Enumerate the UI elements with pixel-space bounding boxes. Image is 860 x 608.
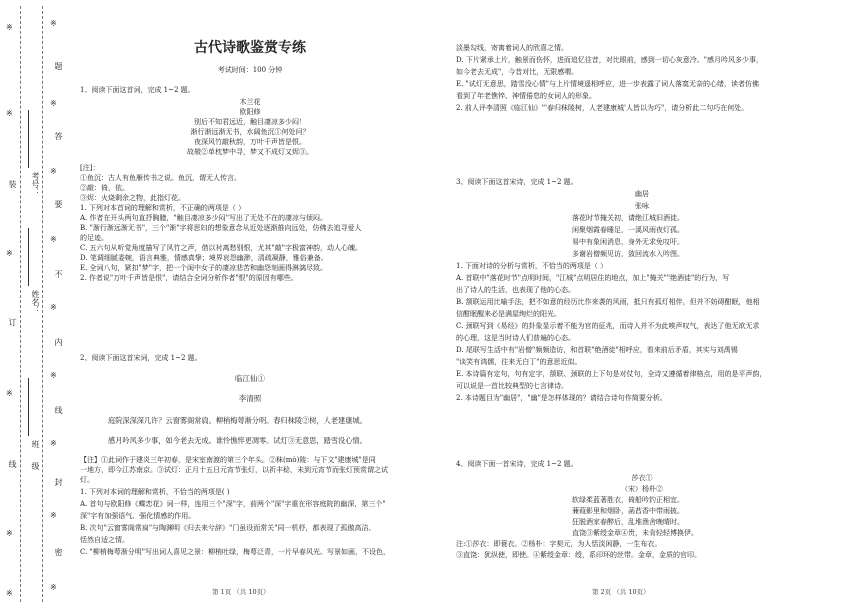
option-line: D. 笔调细腻委婉，语言典雅，情感真挚；境界哀怨幽渺，清疏凝静，雅俗兼备。 <box>80 254 328 262</box>
poem-title: 莎衣① <box>631 474 653 482</box>
option-line: "谈笑有鸿儒，往来无白丁"的意思近似。 <box>456 358 582 366</box>
exam-number-label: 考号： <box>31 172 40 196</box>
poem-line: 易中有象闲消息，身外无求免叹吁。 <box>572 238 684 246</box>
option-line: E. 本诗篇有定句，句有定字，颔联、颈联的上下句是对仗句，全诗又遵循着律格点，用的是平声韵， <box>456 370 767 378</box>
question-line: 2. 本诗题目为"幽居"，"幽"是怎样体现的？请结合诗句作简要分析。 <box>456 394 667 402</box>
poem-line: 渐行渐远渐无书，水阔鱼沉①何处问？ <box>190 128 310 136</box>
poem-line: 闲聚烟霞春睡足，一溪风雨夜灯孤。 <box>572 226 684 234</box>
exam-duration: 考试时间：100 分钟 <box>217 66 283 74</box>
exam-number-field[interactable] <box>28 110 29 168</box>
star-mark: ※ <box>6 249 13 258</box>
star-mark: ※ <box>6 23 13 32</box>
question-2-intro: 2、阅读下面这首宋词，完成 1~2 题。 <box>80 354 202 362</box>
binding-marker: 线 <box>8 460 17 468</box>
poem-line: 直饶③紫绶金章④贵，未肯轻轻博换伊。 <box>572 529 698 537</box>
poem-title: 木兰花 <box>239 98 261 106</box>
option-line: B. 次句"云窗雾阁常扃"与陶渊明《归去来兮辞》"门虽设而常关"同一机杼，都表现了孤傲高洁、 <box>80 524 376 532</box>
option-line: 的足迹。 <box>80 234 108 242</box>
question-line: 2. 前人评李清照《临江仙》"'春归秣陵树，人老建康城'人皆以为巧"，请分析此二句巧在何处。 <box>456 104 749 112</box>
poem-line: 狂脱酒家春醉后，乱堆渔舍晚晴时。 <box>572 518 684 526</box>
poem-line: 多谢岩僧频见访，敛回流水入吟图。 <box>572 250 684 258</box>
star-mark: ※ <box>50 371 57 380</box>
option-line: E. 全词八句，紧扣"梦"字，把一个闺中女子的凄凉悲苦和幽怨刻画得淋漓尽致。 <box>80 264 327 272</box>
option-line: B. "渐行渐远渐无书"，三个"渐"字将思妇的想象意念从近处逐渐推向远处，仿佛去追寻爱人 <box>80 224 362 232</box>
page-number: 第 1页 （共 10页） <box>212 588 270 596</box>
star-mark: ※ <box>50 439 57 448</box>
poem-line: 别后不知君远近，触目凄凉多少闷！ <box>194 118 306 126</box>
question-line: 2. 作者说"万叶千声皆是恨"，请结合全词分析作者"恨"的原因有哪些。 <box>80 274 298 282</box>
poem-line: 感月吟风多少事，如今老去无成。谁怜憔悴更凋零。试灯③无意思，踏雪没心情。 <box>108 436 367 445</box>
option-line: 的心理，这是当时诗人们普遍的心态。 <box>456 334 575 342</box>
option-line: C. "柳梢梅萼渐分明"写出词人喜见之景：柳梢吐绿，梅萼泛青，一片早春风光。写景如画，不设色， <box>80 548 390 556</box>
star-mark: ※ <box>50 19 57 28</box>
note-line: 一地方，即今江苏南京。③试灯：正月十五日元宵节张灯，以祈丰稔，未到元宵节而张灯预赏谓之试 <box>80 466 388 474</box>
poem-line: 蒹葭影里和烟卧，菡萏香中带雨披。 <box>572 507 684 515</box>
option-line: A. 作者在开头两句直抒胸臆，"触目凄凉多少闷"写出了无处不在的凄凉与烦闷。 <box>80 214 327 222</box>
note-line: ②敲：倚，依。 <box>80 184 129 192</box>
question-1-intro: 1、阅读下面这首词，完成 1~2 题。 <box>80 86 195 94</box>
binding-marker: 订 <box>8 318 17 326</box>
option-line: C. 五六句从听觉角度描写了风竹之声，借以衬离愁别恨，尤其"敲"字极富神韵，动人心魄。 <box>80 244 362 252</box>
poem-author: 欧阳修 <box>239 108 261 116</box>
poem-line: 庭院深深深几许？云窗雾阁常扃。柳梢梅萼渐分明。春归秣陵②树，人老建康城。 <box>108 416 367 425</box>
poem-author: 李清照 <box>238 394 262 403</box>
option-line: 信酣眠醒来必是满屋绚烂的阳光。 <box>456 310 561 318</box>
note-line: [注]： <box>80 164 100 172</box>
question-line: 1. 下面对诗的分析与赏析，不恰当的两项是（ ） <box>456 262 608 270</box>
option-line: 深"字有加强语气、强化情感的作用。 <box>80 512 196 520</box>
poem-line: 软绿柔蓝著胜衣，倚船吟钓正相宜。 <box>572 496 684 504</box>
binding-marker: 装 <box>8 180 17 188</box>
option-line: 看到了年老憔悴、神情倦怠的女词人的形象。 <box>456 92 596 100</box>
question-line: 1. 下列对本首词的理解和赏析，不正确的两项是（ ） <box>80 204 246 212</box>
star-mark: ※ <box>50 235 57 244</box>
binding-label: 答 <box>54 132 63 140</box>
poem-line: 故攲②单枕梦中寻，梦又不成灯又烬③。 <box>187 148 313 156</box>
option-line: D. 下片紧承上片，触景而伤怀，进而追忆往昔，对比眼前，感到一切心灰意冷。"感月吟风多少事， <box>456 56 764 64</box>
binding-label: 线 <box>54 406 63 414</box>
page-title: 古代诗歌鉴赏专练 <box>194 40 306 56</box>
star-mark: ※ <box>6 529 13 538</box>
name-field[interactable] <box>28 228 29 286</box>
option-line: 恬然自适之情。 <box>80 536 129 544</box>
binding-margin <box>0 0 66 608</box>
binding-label: 要 <box>54 200 63 208</box>
binding-label: 内 <box>54 338 63 346</box>
star-mark: ※ <box>6 109 13 118</box>
class-label-1: 班 <box>31 440 40 448</box>
poem-title: 临江仙① <box>235 374 265 383</box>
question-4-intro: 4、阅读下面一首宋诗，完成 1~2 题。 <box>456 460 578 468</box>
option-line: A. 首句与欧阳修《蝶恋花》词一样，连用三个"深"字，前两个"深"字重在形容庭院的幽深，第三个" <box>80 500 386 508</box>
option-line: C. 颈联写到《易经》的卦象显示着不能为官的征兆，而诗人并不为此唉声叹气，表达了他无欲无求 <box>456 322 760 330</box>
poem-author: （宋）杨朴② <box>621 485 663 493</box>
inner-cut-line <box>42 6 43 602</box>
note-line: ③烬：火烧剩余之物，此指灯花。 <box>80 194 185 202</box>
star-mark: ※ <box>50 99 57 108</box>
poem-line: 夜深风竹敲秋韵，万叶千声皆是恨。 <box>194 138 306 146</box>
note-line: ①鱼沉：古人有鱼雁传书之说。鱼沉，谓无人传言。 <box>80 174 241 182</box>
class-field[interactable] <box>28 378 29 436</box>
poem-title: 幽居 <box>635 190 649 198</box>
continued-line: 淡墨勾线，寄寓着词人的欣喜之情。 <box>456 44 568 52</box>
note-line: ③直饶：犹纵使，即使。④紫绶金章：绶，系印环的丝带。金章，金质的官印。 <box>456 551 701 559</box>
star-mark: ※ <box>50 303 57 312</box>
poem-line: 落花时节掩关初，请绝江城旧酒徒。 <box>572 214 684 222</box>
option-line: E. "试灯无意思，踏雪没心情"与上片情境遥相呼应，进一步表露了词人落寞无奈的心绪，读者仿佛 <box>456 80 759 88</box>
poem-author: 张咏 <box>635 202 649 210</box>
note-line: 注:①莎衣：即蓑衣。②杨朴：字契元，为人恬淡闲静，一生布衣。 <box>456 540 662 548</box>
star-mark: ※ <box>6 589 13 598</box>
star-mark: ※ <box>50 511 57 520</box>
star-mark: ※ <box>6 389 13 398</box>
note-line: 【注】①此词作于建炎三年初春，是宋室南渡的第三个年头。②秣(mò)陵：与下文"建康城"是同 <box>80 456 376 464</box>
binding-label: 密 <box>54 548 63 556</box>
option-line: D. 尾联写生活中有"岩僧"频频造访，和首联"绝酒徒"相呼应，看来前后矛盾，其实与刘禹锡 <box>456 346 738 354</box>
class-label-2: 级 <box>31 462 40 470</box>
option-line: 出了诗人的生活，也表现了他的心态。 <box>456 286 575 294</box>
outer-cut-line <box>20 6 21 602</box>
option-line: 如今老去无成"，今昔对比，无限感喟。 <box>456 68 579 76</box>
binding-label: 封 <box>54 478 63 486</box>
page-number: 第 2页 （共 10页） <box>592 588 650 596</box>
question-line: 1. 下列对本词的理解和赏析，不恰当的两项是( ) <box>80 488 230 496</box>
option-line: 可以说是一首比较典型的七言律诗。 <box>456 382 568 390</box>
question-3-intro: 3、阅读下面这首宋诗，完成 1~2 题。 <box>456 178 578 186</box>
binding-label: 不 <box>54 270 63 278</box>
binding-label: 题 <box>54 62 63 70</box>
star-mark: ※ <box>50 583 57 592</box>
note-line: 灯。 <box>80 476 94 484</box>
option-line: A. 首联中"落花时节"点明时间，"江城"点明居住的地点，加上"掩关""绝酒徒"的行为，写 <box>456 274 730 282</box>
option-line: B. 颔联运用比喻手法，把不如意的经历比作来袭的风雨，抵只有孤灯相伴，但并不妨碍酣眠，他相 <box>456 298 760 306</box>
name-label: 姓名： <box>31 290 40 314</box>
star-mark: ※ <box>50 167 57 176</box>
